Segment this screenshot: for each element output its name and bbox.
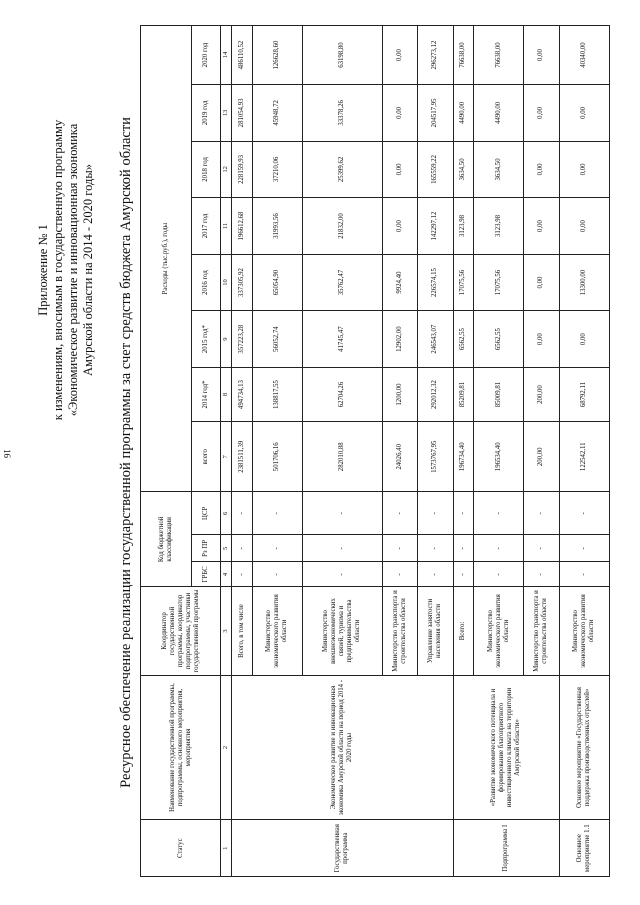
value-cell: 40340,00 (559, 26, 609, 85)
column-number: 10 (221, 254, 232, 311)
value-cell: 62704,26 (302, 367, 382, 421)
value-cell: 226574,15 (418, 254, 453, 311)
coordinator-cell: Министерство транспорта и строительства области (524, 587, 559, 675)
value-cell: 3634,50 (453, 141, 473, 198)
table-row (559, 26, 609, 877)
status-cell: Основное мероприятие 1.1 (559, 820, 609, 877)
header-name: Наименование государственной программы, подпрограммы, основного мероприятия, мероприятия (141, 675, 221, 820)
document-title: Ресурсное обеспечение реализации государственной программы за счет средств бюджета Амурской области (118, 117, 134, 788)
rzpr-cell: - (453, 535, 473, 562)
header-year: 2020 год (191, 26, 220, 85)
grbs-cell: - (302, 562, 382, 587)
value-cell: 35762,47 (302, 254, 382, 311)
column-number: 3 (221, 587, 232, 675)
value-cell: 196734,40 (453, 422, 473, 492)
header-rzpr: Рз ПР (191, 535, 220, 562)
value-cell: 200,00 (524, 422, 559, 492)
value-cell: 13300,00 (559, 254, 609, 311)
value-cell: 33378,26 (302, 85, 382, 142)
table-body (141, 26, 610, 877)
column-number: 11 (221, 198, 232, 255)
grbs-cell: - (524, 562, 559, 587)
value-cell: 501706,16 (252, 422, 302, 492)
annex-line-1: Приложение № 1 (36, 224, 50, 316)
annex-header (36, 35, 96, 505)
header-total: всего (191, 422, 220, 492)
name-cell: Основное мероприятие «Государственная поддержка производственных отраслей» (559, 675, 609, 820)
header-year: 2015 год* (191, 311, 220, 368)
csr-cell: - (474, 492, 524, 535)
rzpr-cell: - (232, 535, 252, 562)
header-row-1 (141, 26, 192, 877)
column-number: 2 (221, 675, 232, 820)
value-cell: 6562,55 (453, 311, 473, 368)
value-cell: 200,00 (524, 367, 559, 421)
value-cell: 0,00 (524, 141, 559, 198)
csr-cell: - (559, 492, 609, 535)
value-cell: 126628,60 (252, 26, 302, 85)
value-cell: 24026,40 (382, 422, 417, 492)
value-cell: 6562,55 (474, 311, 524, 368)
value-cell: 0,00 (382, 198, 417, 255)
value-cell: 17075,56 (474, 254, 524, 311)
rzpr-cell: - (252, 535, 302, 562)
grbs-cell: - (453, 562, 473, 587)
value-cell: 296273,12 (418, 26, 453, 85)
column-number: 5 (221, 535, 232, 562)
value-cell: 37210,06 (252, 141, 302, 198)
name-cell: Экономическое развитие и инновационная экономика Амурской области на период 2014 - 2020 годы (232, 675, 454, 820)
value-cell: 4490,00 (453, 85, 473, 142)
value-cell: 228159,93 (232, 141, 252, 198)
value-cell: 4490,00 (474, 85, 524, 142)
value-cell: 85009,81 (474, 367, 524, 421)
table-row (453, 26, 473, 877)
grbs-cell: - (382, 562, 417, 587)
column-number: 13 (221, 85, 232, 142)
header-coordinator: Координатор государственной программы, координатор подпрограммы, участники государственной программы (141, 587, 221, 675)
value-cell: 494734,13 (232, 367, 252, 421)
value-cell: 31993,56 (252, 198, 302, 255)
column-number: 9 (221, 311, 232, 368)
value-cell: 486110,52 (232, 26, 252, 85)
value-cell: 9924,40 (382, 254, 417, 311)
rzpr-cell: - (559, 535, 609, 562)
value-cell: 282010,88 (302, 422, 382, 492)
value-cell: 17075,56 (453, 254, 473, 311)
coordinator-cell: Министерство транспорта и строительства области (382, 587, 417, 675)
value-cell: 0,00 (524, 254, 559, 311)
grbs-cell: - (418, 562, 453, 587)
value-cell: 76638,00 (474, 26, 524, 85)
value-cell: 0,00 (382, 141, 417, 198)
value-cell: 281054,93 (232, 85, 252, 142)
value-cell: 1573767,95 (418, 422, 453, 492)
annex-line-2: к изменениям, вносимым в государственную программу (51, 119, 65, 421)
value-cell: 0,00 (559, 311, 609, 368)
value-cell: 142297,12 (418, 198, 453, 255)
value-cell: 56052,74 (252, 311, 302, 368)
rzpr-cell: - (418, 535, 453, 562)
value-cell: 0,00 (524, 85, 559, 142)
value-cell: 3634,50 (474, 141, 524, 198)
value-cell: 0,00 (382, 85, 417, 142)
value-cell: 2381511,39 (232, 422, 252, 492)
csr-cell: - (524, 492, 559, 535)
value-cell: 357223,28 (232, 311, 252, 368)
value-cell: 337305,92 (232, 254, 252, 311)
value-cell: 292012,32 (418, 367, 453, 421)
grbs-cell: - (474, 562, 524, 587)
header-year: 2014 год* (191, 367, 220, 421)
value-cell: 0,00 (559, 141, 609, 198)
value-cell: 0,00 (524, 198, 559, 255)
value-cell: 3123,98 (453, 198, 473, 255)
value-cell: 12902,00 (382, 311, 417, 368)
value-cell: 0,00 (524, 311, 559, 368)
value-cell: 41745,47 (302, 311, 382, 368)
status-cell: Государственная программа (232, 820, 454, 877)
column-number: 6 (221, 492, 232, 535)
csr-cell: - (252, 492, 302, 535)
header-expenses: Расходы (тыс.руб.), годы (141, 26, 192, 492)
grbs-cell: - (559, 562, 609, 587)
column-number-row (221, 26, 232, 877)
value-cell: 45948,72 (252, 85, 302, 142)
value-cell: 0,00 (559, 85, 609, 142)
page-number: 16 (2, 449, 12, 458)
column-number: 12 (221, 141, 232, 198)
coordinator-cell: Министерство экономического развития области (474, 587, 524, 675)
value-cell: 65054,90 (252, 254, 302, 311)
value-cell: 25399,62 (302, 141, 382, 198)
csr-cell: - (382, 492, 417, 535)
table-row (232, 26, 252, 877)
header-year: 2016 год (191, 254, 220, 311)
value-cell: 122542,11 (559, 422, 609, 492)
header-budget-code: Код бюджетной классификации (141, 492, 192, 587)
column-number: 14 (221, 26, 232, 85)
value-cell: 68792,11 (559, 367, 609, 421)
value-cell: 1200,00 (382, 367, 417, 421)
column-number: 8 (221, 367, 232, 421)
column-number: 4 (221, 562, 232, 587)
value-cell: 196612,68 (232, 198, 252, 255)
value-cell: 246543,07 (418, 311, 453, 368)
csr-cell: - (418, 492, 453, 535)
coordinator-cell: Министерство внешнеэкономических связей, туризма и предпринимательства области (302, 587, 382, 675)
value-cell: 3123,98 (474, 198, 524, 255)
value-cell: 204517,95 (418, 85, 453, 142)
status-cell: Подпрограмма I (453, 820, 559, 877)
name-cell: «Развитие экономического потенциала и формирование благоприятного инвестиционного климата на территории Амурской области» (453, 675, 559, 820)
coordinator-cell: Министерство экономического развития области (559, 587, 609, 675)
grbs-cell: - (252, 562, 302, 587)
value-cell: 165559,22 (418, 141, 453, 198)
value-cell: 0,00 (524, 26, 559, 85)
header-status: Статус (141, 820, 221, 877)
header-year: 2018 год (191, 141, 220, 198)
column-number: 7 (221, 422, 232, 492)
value-cell: 196534,40 (474, 422, 524, 492)
coordinator-cell: Управление занятости населения области (418, 587, 453, 675)
column-number: 1 (221, 820, 232, 877)
value-cell: 21832,00 (302, 198, 382, 255)
csr-cell: - (302, 492, 382, 535)
coordinator-cell: Всего, в том числе (232, 587, 252, 675)
annex-line-3: «Экономическое развитие и инновационная экономика (66, 123, 80, 417)
csr-cell: - (232, 492, 252, 535)
coordinator-cell: Всего: (453, 587, 473, 675)
value-cell: 76638,00 (453, 26, 473, 85)
coordinator-cell: Министерство экономического развития области (252, 587, 302, 675)
rzpr-cell: - (474, 535, 524, 562)
value-cell: 85209,81 (453, 367, 473, 421)
value-cell: 138817,55 (252, 367, 302, 421)
rzpr-cell: - (382, 535, 417, 562)
header-year: 2019 год (191, 85, 220, 142)
header-grbs: ГРБС (191, 562, 220, 587)
resource-table (140, 25, 610, 877)
csr-cell: - (453, 492, 473, 535)
annex-line-4: Амурской области на 2014 - 2020 годы» (81, 164, 95, 377)
header-csr: ЦСР (191, 492, 220, 535)
header-year: 2017 год (191, 198, 220, 255)
value-cell: 0,00 (382, 26, 417, 85)
rzpr-cell: - (524, 535, 559, 562)
value-cell: 63198,80 (302, 26, 382, 85)
value-cell: 0,00 (559, 198, 609, 255)
grbs-cell: - (232, 562, 252, 587)
rzpr-cell: - (302, 535, 382, 562)
